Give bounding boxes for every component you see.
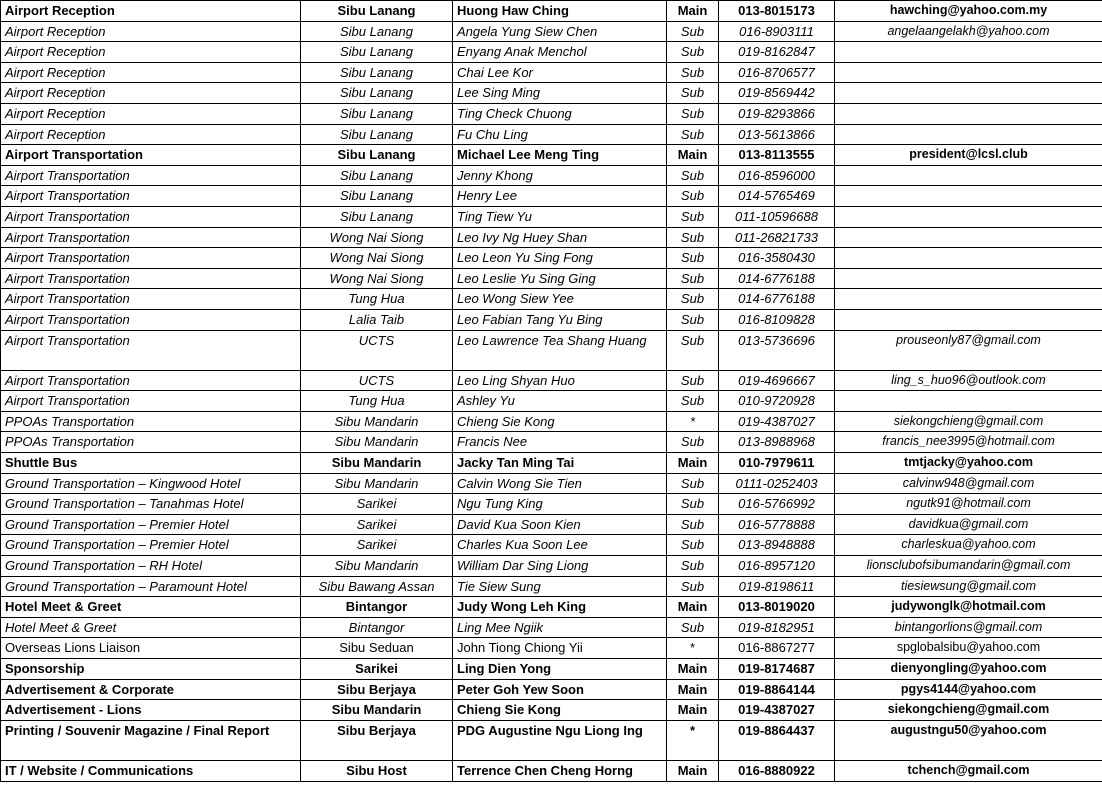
phone-cell: 016-5778888 [719, 514, 835, 535]
role-cell: Sub [667, 391, 719, 412]
task-cell: PPOAs Transportation [1, 411, 301, 432]
phone-cell: 019-8864437 [719, 720, 835, 760]
task-cell: Ground Transportation – Premier Hotel [1, 535, 301, 556]
club-cell: Sibu Mandarin [301, 473, 453, 494]
email-cell: president@lcsl.club [835, 145, 1102, 166]
phone-cell: 010-9720928 [719, 391, 835, 412]
table-row [1, 145, 1102, 166]
phone-cell: 013-8113555 [719, 145, 835, 166]
table-row [1, 62, 1102, 83]
club-cell: Sibu Berjaya [301, 679, 453, 700]
task-cell: Shuttle Bus [1, 453, 301, 474]
email-cell: spglobalsibu@yahoo.com [835, 638, 1102, 659]
name-cell: Lee Sing Ming [453, 83, 667, 104]
task-cell: Airport Transportation [1, 186, 301, 207]
club-cell: Sarikei [301, 514, 453, 535]
name-cell: Ngu Tung King [453, 494, 667, 515]
name-cell: Chieng Sie Kong [453, 700, 667, 721]
phone-cell: 014-6776188 [719, 289, 835, 310]
role-cell: Sub [667, 432, 719, 453]
role-cell: Main [667, 659, 719, 680]
task-cell: Airport Reception [1, 21, 301, 42]
email-cell: siekongchieng@gmail.com [835, 411, 1102, 432]
club-cell: Sibu Lanang [301, 42, 453, 63]
email-cell: hawching@yahoo.com.my [835, 1, 1102, 22]
role-cell: Sub [667, 370, 719, 391]
email-cell [835, 248, 1102, 269]
name-cell: Leo Leon Yu Sing Fong [453, 248, 667, 269]
name-cell: Leo Ling Shyan Huo [453, 370, 667, 391]
club-cell: Tung Hua [301, 391, 453, 412]
table-row [1, 659, 1102, 680]
table-row [1, 556, 1102, 577]
task-cell: Airport Transportation [1, 391, 301, 412]
phone-cell: 019-8293866 [719, 103, 835, 124]
table-row [1, 186, 1102, 207]
club-cell: Tung Hua [301, 289, 453, 310]
name-cell: Leo Ivy Ng Huey Shan [453, 227, 667, 248]
name-cell: PDG Augustine Ngu Liong Ing [453, 720, 667, 760]
table-row [1, 535, 1102, 556]
email-cell: tchench@gmail.com [835, 760, 1102, 781]
phone-cell: 019-8864144 [719, 679, 835, 700]
role-cell: Sub [667, 556, 719, 577]
task-cell: Hotel Meet & Greet [1, 597, 301, 618]
email-cell [835, 391, 1102, 412]
table-row [1, 494, 1102, 515]
email-cell [835, 186, 1102, 207]
club-cell: Sibu Lanang [301, 124, 453, 145]
table-row [1, 289, 1102, 310]
role-cell: * [667, 720, 719, 760]
club-cell: Sibu Berjaya [301, 720, 453, 760]
phone-cell: 016-5766992 [719, 494, 835, 515]
name-cell: Angela Yung Siew Chen [453, 21, 667, 42]
role-cell: Sub [667, 330, 719, 370]
role-cell: Sub [667, 227, 719, 248]
table-row [1, 576, 1102, 597]
email-cell [835, 206, 1102, 227]
table-row [1, 309, 1102, 330]
email-cell [835, 62, 1102, 83]
role-cell: Main [667, 453, 719, 474]
phone-cell: 016-8706577 [719, 62, 835, 83]
name-cell: Tie Siew Sung [453, 576, 667, 597]
phone-cell: 014-6776188 [719, 268, 835, 289]
role-cell: Sub [667, 21, 719, 42]
name-cell: Enyang Anak Menchol [453, 42, 667, 63]
task-cell: Printing / Souvenir Magazine / Final Report [1, 720, 301, 760]
email-cell: lionsclubofsibumandarin@gmail.com [835, 556, 1102, 577]
email-cell: charleskua@yahoo.com [835, 535, 1102, 556]
email-cell: dienyongling@yahoo.com [835, 659, 1102, 680]
task-cell: Airport Reception [1, 42, 301, 63]
role-cell: Sub [667, 83, 719, 104]
club-cell: Wong Nai Siong [301, 268, 453, 289]
phone-cell: 016-8903111 [719, 21, 835, 42]
phone-cell: 019-4387027 [719, 411, 835, 432]
role-cell: Sub [667, 165, 719, 186]
task-cell: Airport Transportation [1, 330, 301, 370]
role-cell: Sub [667, 617, 719, 638]
table-row [1, 514, 1102, 535]
table-row [1, 700, 1102, 721]
name-cell: Chieng Sie Kong [453, 411, 667, 432]
email-cell: tmtjacky@yahoo.com [835, 453, 1102, 474]
email-cell: calvinw948@gmail.com [835, 473, 1102, 494]
task-cell: Overseas Lions Liaison [1, 638, 301, 659]
email-cell: augustngu50@yahoo.com [835, 720, 1102, 760]
table-row [1, 268, 1102, 289]
club-cell: Sibu Mandarin [301, 453, 453, 474]
phone-cell: 019-4387027 [719, 700, 835, 721]
task-cell: Airport Reception [1, 83, 301, 104]
email-cell [835, 227, 1102, 248]
name-cell: Ling Dien Yong [453, 659, 667, 680]
table-row [1, 103, 1102, 124]
task-cell: Ground Transportation – Paramount Hotel [1, 576, 301, 597]
name-cell: Ting Check Chuong [453, 103, 667, 124]
name-cell: Judy Wong Leh King [453, 597, 667, 618]
name-cell: Leo Lawrence Tea Shang Huang [453, 330, 667, 370]
email-cell [835, 124, 1102, 145]
email-cell: pgys4144@yahoo.com [835, 679, 1102, 700]
table-row [1, 227, 1102, 248]
task-cell: Airport Transportation [1, 289, 301, 310]
task-cell: Airport Reception [1, 124, 301, 145]
table-row [1, 1, 1102, 22]
club-cell: Bintangor [301, 617, 453, 638]
club-cell: Wong Nai Siong [301, 227, 453, 248]
email-cell: ngutk91@hotmail.com [835, 494, 1102, 515]
task-cell: PPOAs Transportation [1, 432, 301, 453]
club-cell: Sibu Mandarin [301, 700, 453, 721]
task-cell: Ground Transportation – Kingwood Hotel [1, 473, 301, 494]
club-cell: Sibu Mandarin [301, 556, 453, 577]
role-cell: Sub [667, 494, 719, 515]
phone-cell: 016-3580430 [719, 248, 835, 269]
role-cell: Sub [667, 309, 719, 330]
phone-cell: 019-8198611 [719, 576, 835, 597]
email-cell [835, 103, 1102, 124]
club-cell: Sibu Host [301, 760, 453, 781]
role-cell: Main [667, 145, 719, 166]
email-cell: judywonglk@hotmail.com [835, 597, 1102, 618]
name-cell: Chai Lee Kor [453, 62, 667, 83]
role-cell: Sub [667, 103, 719, 124]
task-cell: Airport Transportation [1, 145, 301, 166]
task-cell: Ground Transportation – RH Hotel [1, 556, 301, 577]
name-cell: Ashley Yu [453, 391, 667, 412]
phone-cell: 016-8596000 [719, 165, 835, 186]
club-cell: Sarikei [301, 659, 453, 680]
task-cell: Airport Transportation [1, 227, 301, 248]
table-row [1, 760, 1102, 781]
name-cell: Calvin Wong Sie Tien [453, 473, 667, 494]
email-cell: siekongchieng@gmail.com [835, 700, 1102, 721]
role-cell: Sub [667, 62, 719, 83]
table-row [1, 453, 1102, 474]
task-cell: Airport Transportation [1, 309, 301, 330]
name-cell: Ling Mee Ngiik [453, 617, 667, 638]
table-row [1, 597, 1102, 618]
role-cell: Sub [667, 473, 719, 494]
phone-cell: 019-4696667 [719, 370, 835, 391]
name-cell: Michael Lee Meng Ting [453, 145, 667, 166]
role-cell: Sub [667, 248, 719, 269]
table-row [1, 42, 1102, 63]
task-cell: Airport Transportation [1, 268, 301, 289]
phone-cell: 016-8880922 [719, 760, 835, 781]
phone-cell: 016-8867277 [719, 638, 835, 659]
email-cell [835, 289, 1102, 310]
table-row [1, 124, 1102, 145]
table-row [1, 83, 1102, 104]
name-cell: Terrence Chen Cheng Horng [453, 760, 667, 781]
task-cell: Hotel Meet & Greet [1, 617, 301, 638]
name-cell: William Dar Sing Liong [453, 556, 667, 577]
table-row [1, 432, 1102, 453]
task-cell: Advertisement & Corporate [1, 679, 301, 700]
role-cell: Main [667, 760, 719, 781]
phone-cell: 014-5765469 [719, 186, 835, 207]
club-cell: Sibu Bawang Assan [301, 576, 453, 597]
club-cell: Sibu Lanang [301, 186, 453, 207]
name-cell: Fu Chu Ling [453, 124, 667, 145]
table-body [1, 1, 1102, 782]
club-cell: Sibu Mandarin [301, 432, 453, 453]
phone-cell: 019-8182951 [719, 617, 835, 638]
club-cell: Sibu Lanang [301, 21, 453, 42]
table-row [1, 411, 1102, 432]
name-cell: Huong Haw Ching [453, 1, 667, 22]
name-cell: Ting Tiew Yu [453, 206, 667, 227]
phone-cell: 019-8174687 [719, 659, 835, 680]
phone-cell: 013-5613866 [719, 124, 835, 145]
role-cell: Main [667, 679, 719, 700]
role-cell: Sub [667, 42, 719, 63]
table-row [1, 720, 1102, 760]
club-cell: Sibu Seduan [301, 638, 453, 659]
name-cell: Leo Fabian Tang Yu Bing [453, 309, 667, 330]
email-cell: davidkua@gmail.com [835, 514, 1102, 535]
task-cell: Airport Transportation [1, 248, 301, 269]
table-row [1, 21, 1102, 42]
role-cell: Sub [667, 206, 719, 227]
name-cell: Francis Nee [453, 432, 667, 453]
role-cell: Sub [667, 124, 719, 145]
club-cell: Sibu Lanang [301, 1, 453, 22]
name-cell: Leo Leslie Yu Sing Ging [453, 268, 667, 289]
phone-cell: 013-8948888 [719, 535, 835, 556]
club-cell: Sarikei [301, 494, 453, 515]
name-cell: Jenny Khong [453, 165, 667, 186]
role-cell: * [667, 411, 719, 432]
phone-cell: 011-26821733 [719, 227, 835, 248]
name-cell: Jacky Tan Ming Tai [453, 453, 667, 474]
phone-cell: 013-8015173 [719, 1, 835, 22]
club-cell: Sibu Mandarin [301, 411, 453, 432]
table-row [1, 391, 1102, 412]
name-cell: Peter Goh Yew Soon [453, 679, 667, 700]
club-cell: Sarikei [301, 535, 453, 556]
email-cell: francis_nee3995@hotmail.com [835, 432, 1102, 453]
email-cell [835, 83, 1102, 104]
name-cell: Leo Wong Siew Yee [453, 289, 667, 310]
phone-cell: 016-8109828 [719, 309, 835, 330]
club-cell: UCTS [301, 330, 453, 370]
club-cell: Sibu Lanang [301, 165, 453, 186]
task-cell: Airport Transportation [1, 370, 301, 391]
task-cell: Airport Reception [1, 1, 301, 22]
task-cell: IT / Website / Communications [1, 760, 301, 781]
name-cell: John Tiong Chiong Yii [453, 638, 667, 659]
role-cell: Main [667, 597, 719, 618]
table-row [1, 617, 1102, 638]
role-cell: Sub [667, 576, 719, 597]
task-cell: Ground Transportation – Premier Hotel [1, 514, 301, 535]
name-cell: David Kua Soon Kien [453, 514, 667, 535]
task-cell: Airport Reception [1, 62, 301, 83]
phone-cell: 013-5736696 [719, 330, 835, 370]
role-cell: Sub [667, 268, 719, 289]
task-cell: Sponsorship [1, 659, 301, 680]
phone-cell: 013-8988968 [719, 432, 835, 453]
table-row [1, 248, 1102, 269]
role-cell: Main [667, 1, 719, 22]
club-cell: Sibu Lanang [301, 206, 453, 227]
club-cell: Sibu Lanang [301, 145, 453, 166]
table-row [1, 638, 1102, 659]
table-row [1, 330, 1102, 370]
role-cell: Main [667, 700, 719, 721]
table-row [1, 370, 1102, 391]
name-cell: Charles Kua Soon Lee [453, 535, 667, 556]
role-cell: Sub [667, 535, 719, 556]
name-cell: Henry Lee [453, 186, 667, 207]
email-cell [835, 42, 1102, 63]
club-cell: Bintangor [301, 597, 453, 618]
task-cell: Ground Transportation – Tanahmas Hotel [1, 494, 301, 515]
role-cell: Sub [667, 186, 719, 207]
club-cell: Lalia Taib [301, 309, 453, 330]
task-cell: Airport Reception [1, 103, 301, 124]
role-cell: Sub [667, 289, 719, 310]
email-cell: tiesiewsung@gmail.com [835, 576, 1102, 597]
email-cell [835, 268, 1102, 289]
phone-cell: 019-8569442 [719, 83, 835, 104]
phone-cell: 010-7979611 [719, 453, 835, 474]
email-cell [835, 165, 1102, 186]
email-cell: bintangorlions@gmail.com [835, 617, 1102, 638]
phone-cell: 019-8162847 [719, 42, 835, 63]
club-cell: UCTS [301, 370, 453, 391]
task-cell: Airport Transportation [1, 206, 301, 227]
club-cell: Sibu Lanang [301, 62, 453, 83]
email-cell: prouseonly87@gmail.com [835, 330, 1102, 370]
phone-cell: 013-8019020 [719, 597, 835, 618]
email-cell: angelaangelakh@yahoo.com [835, 21, 1102, 42]
email-cell: ling_s_huo96@outlook.com [835, 370, 1102, 391]
role-cell: Sub [667, 514, 719, 535]
phone-cell: 016-8957120 [719, 556, 835, 577]
table-row [1, 165, 1102, 186]
email-cell [835, 309, 1102, 330]
table-row [1, 473, 1102, 494]
table-row [1, 206, 1102, 227]
role-cell: * [667, 638, 719, 659]
task-cell: Airport Transportation [1, 165, 301, 186]
phone-cell: 011-10596688 [719, 206, 835, 227]
phone-cell: 0111-0252403 [719, 473, 835, 494]
table-row [1, 679, 1102, 700]
task-cell: Advertisement - Lions [1, 700, 301, 721]
club-cell: Sibu Lanang [301, 103, 453, 124]
club-cell: Sibu Lanang [301, 83, 453, 104]
club-cell: Wong Nai Siong [301, 248, 453, 269]
